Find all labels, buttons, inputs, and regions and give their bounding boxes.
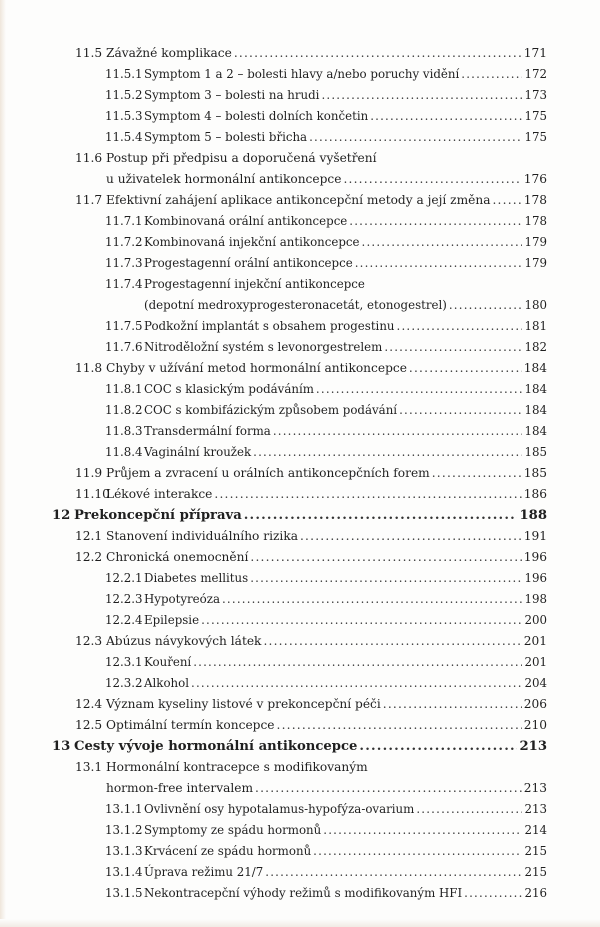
entry-page: 201 (524, 655, 547, 669)
entry-title: Nekontracepční výhody režimů s modifikovaným HFI (144, 886, 463, 900)
entry-number: 13.1.3 (105, 844, 143, 858)
dot-leader (300, 526, 522, 547)
toc-entry (0, 820, 600, 841)
entry-number: 11.7.2 (105, 235, 143, 249)
entry-number: 12.3.2 (105, 676, 143, 690)
entry-number: 11.7.4 (105, 277, 143, 291)
entry-number: 12.2 (75, 550, 103, 564)
entry-page: 213 (523, 781, 547, 795)
dot-leader (214, 484, 521, 505)
toc-chapter (0, 505, 600, 526)
entry-title: Efektivní zahájení aplikace antikoncepční metody a její změna (106, 193, 491, 207)
dot-leader (397, 316, 523, 337)
entry-page: 173 (524, 88, 547, 102)
dot-leader (273, 421, 523, 442)
dot-leader (384, 337, 522, 358)
entry-title: Abúzus návykových látek (106, 634, 262, 648)
dot-leader (265, 862, 522, 883)
dot-leader (201, 610, 522, 631)
dot-leader (349, 211, 522, 232)
entry-title: Progestagenní injekční antikoncepce (144, 277, 365, 291)
entry-number: 11.8.1 (105, 382, 143, 396)
toc-entry (0, 799, 600, 820)
entry-title: Kombinovaná injekční antikoncepce (144, 235, 360, 249)
entry-title: COC s klasickým podáváním (144, 382, 314, 396)
entry-title: Optimální termín koncepce (106, 718, 275, 732)
toc-entry (0, 253, 600, 274)
entry-title: Vaginální kroužek (144, 445, 252, 459)
entry-number: 11.7.6 (105, 340, 143, 354)
toc-entry (0, 883, 600, 904)
entry-number: 11.7.3 (105, 256, 143, 270)
dot-leader (244, 505, 518, 526)
entry-page: 181 (524, 319, 547, 333)
toc-entry (0, 106, 600, 127)
dot-leader (409, 358, 522, 379)
entry-title: Lékové interakce (106, 487, 213, 501)
entry-title: COC s kombifázickým způsobem podávání (144, 403, 398, 417)
toc-entry (0, 400, 600, 421)
chapter-title: Cesty vývoje hormonální antikoncepce (74, 739, 358, 754)
toc-entry (0, 568, 600, 589)
entry-number: 11.5.3 (105, 109, 143, 123)
toc-entry (0, 358, 600, 379)
entry-page: 185 (523, 466, 547, 480)
entry-page: 184 (523, 361, 547, 375)
dot-leader (370, 106, 522, 127)
entry-title: Průjem a zvracení u orálních antikoncepčních forem (106, 466, 430, 480)
toc-entry-continuation (0, 295, 600, 316)
entry-title: Krvácení ze spádu hormonů (144, 844, 312, 858)
entry-number: 13.1 (75, 760, 103, 774)
entry-number: 11.5.1 (105, 67, 143, 81)
toc-entry (0, 652, 600, 673)
entry-number: 11.8.2 (105, 403, 143, 417)
chapter-number: 12 (52, 508, 71, 523)
entry-title: Nitroděložní systém s levonorgestrelem (144, 340, 383, 354)
dot-leader (449, 295, 523, 316)
toc-entry (0, 547, 600, 568)
dot-leader (321, 85, 522, 106)
entry-number: 12.2.3 (105, 592, 143, 606)
entry-page: 215 (524, 844, 547, 858)
entry-title-continuation: u uživatelek hormonální antikoncepce (106, 172, 342, 186)
entry-title: Hormonální kontracepce s modifikovaným (106, 760, 368, 774)
toc-entry (0, 190, 600, 211)
entry-number: 12.2.1 (105, 571, 143, 585)
toc-entry (0, 484, 600, 505)
entry-number: 11.9 (75, 466, 103, 480)
toc-entry-first-line (0, 148, 600, 169)
entry-title: Kouření (144, 655, 192, 669)
entry-number: 11.7.1 (105, 214, 143, 228)
entry-page: 215 (524, 865, 547, 879)
dot-leader (399, 400, 522, 421)
entry-page: 176 (523, 172, 547, 186)
entry-page: 178 (524, 214, 547, 228)
dot-leader (263, 631, 521, 652)
toc-entry (0, 442, 600, 463)
entry-page: 182 (524, 340, 547, 354)
entry-title: Postup při předpisu a doporučená vyšetření (106, 151, 377, 165)
entry-page: 184 (524, 403, 547, 417)
entry-page: 184 (524, 424, 547, 438)
entry-title: Podkožní implantát s obsahem progestinu (144, 319, 395, 333)
entry-page: 206 (523, 697, 547, 711)
toc-entry (0, 127, 600, 148)
entry-title: Symptom 3 – bolesti na hrudi (144, 88, 320, 102)
entry-number: 11.8.3 (105, 424, 143, 438)
entry-number: 13.1.4 (105, 865, 143, 879)
entry-page: 216 (524, 886, 547, 900)
chapter-title: Prekoncepční příprava (74, 508, 242, 523)
entry-title: Progestagenní orální antikoncepce (144, 256, 353, 270)
toc-entry-first-line (0, 274, 600, 295)
entry-title: Úprava režimu 21/7 (144, 865, 264, 879)
entry-number: 13.1.5 (105, 886, 143, 900)
dot-leader (416, 799, 522, 820)
entry-title: Symptom 4 – bolesti dolních končetin (144, 109, 369, 123)
entry-title: Ovlivnění osy hypotalamus-hypofýza-ovarium (144, 802, 415, 816)
entry-title: Kombinovaná orální antikoncepce (144, 214, 348, 228)
dot-leader (383, 694, 522, 715)
entry-number: 12.5 (75, 718, 103, 732)
entry-title: Chyby v užívání metod hormonální antikoncepce (106, 361, 407, 375)
toc-entry (0, 232, 600, 253)
dot-leader (191, 673, 522, 694)
toc-entry-first-line (0, 757, 600, 778)
toc-entry (0, 337, 600, 358)
entry-number: 11.10 (75, 487, 110, 501)
toc-entry (0, 421, 600, 442)
entry-title: Hypotyreóza (144, 592, 220, 606)
dot-leader (492, 190, 521, 211)
dot-leader (316, 379, 523, 400)
entry-title: Epilepsie (144, 613, 200, 627)
entry-page: 175 (524, 130, 547, 144)
toc-entry (0, 379, 600, 400)
entry-page: 179 (524, 256, 547, 270)
entry-number: 12.3 (75, 634, 103, 648)
entry-title: Alkohol (144, 676, 190, 690)
entry-number: 11.8.4 (105, 445, 143, 459)
toc-entry (0, 631, 600, 652)
dot-leader (277, 715, 522, 736)
entry-number: 11.5.2 (105, 88, 143, 102)
entry-title: Diabetes mellitus (144, 571, 249, 585)
entry-number: 12.2.4 (105, 613, 143, 627)
dot-leader (250, 568, 522, 589)
toc-entry (0, 715, 600, 736)
dot-leader (323, 820, 522, 841)
toc-entry (0, 862, 600, 883)
entry-page: 191 (523, 529, 547, 543)
toc-entry (0, 85, 600, 106)
toc-entry (0, 694, 600, 715)
entry-title: Chronická onemocnění (106, 550, 249, 564)
dot-leader (193, 652, 522, 673)
toc-entry (0, 526, 600, 547)
entry-title: Význam kyseliny listové v prekoncepční péči (106, 697, 381, 711)
entry-page: 200 (524, 613, 547, 627)
entry-number: 11.5.4 (105, 130, 143, 144)
dot-leader (255, 778, 522, 799)
toc-entry-continuation (0, 169, 600, 190)
entry-title-continuation: hormon-free intervalem (106, 781, 254, 795)
entry-number: 11.6 (75, 151, 103, 165)
toc-entry-continuation (0, 778, 600, 799)
entry-number: 12.1 (75, 529, 103, 543)
entry-page: 214 (524, 823, 547, 837)
entry-page: 184 (524, 382, 547, 396)
entry-page: 175 (524, 109, 547, 123)
toc-entry (0, 64, 600, 85)
entry-page: 196 (524, 571, 547, 585)
toc-entry (0, 463, 600, 484)
entry-page: 178 (523, 193, 547, 207)
entry-number: 11.8 (75, 361, 103, 375)
entry-page: 186 (523, 487, 547, 501)
entry-number: 11.7 (75, 193, 103, 207)
entry-title: Transdermální forma (144, 424, 271, 438)
entry-number: 11.7.5 (105, 319, 143, 333)
entry-page: 204 (524, 676, 547, 690)
dot-leader (359, 736, 517, 757)
entry-title: Symptomy ze spádu hormonů (144, 823, 322, 837)
dot-leader (309, 127, 522, 148)
entry-number: 11.5 (75, 46, 103, 60)
dot-leader (355, 253, 523, 274)
toc-entry (0, 43, 600, 64)
chapter-page: 213 (519, 739, 547, 754)
dot-leader (250, 547, 521, 568)
dot-leader (461, 64, 522, 85)
dot-leader (313, 841, 522, 862)
entry-page: 180 (524, 298, 547, 312)
entry-page: 185 (524, 445, 547, 459)
dot-leader (343, 169, 521, 190)
dot-leader (234, 43, 522, 64)
entry-page: 210 (523, 718, 547, 732)
toc-entry (0, 610, 600, 631)
entry-page: 171 (523, 46, 547, 60)
entry-number: 13.1.1 (105, 802, 143, 816)
toc-chapter (0, 736, 600, 757)
toc-entry (0, 211, 600, 232)
dot-leader (222, 589, 522, 610)
dot-leader (253, 442, 522, 463)
entry-page: 196 (523, 550, 547, 564)
entry-title: Stanovení individuálního rizika (106, 529, 298, 543)
dot-leader (432, 463, 522, 484)
toc-entry (0, 841, 600, 862)
dot-leader (464, 883, 522, 904)
table-of-contents (0, 43, 600, 904)
entry-page: 213 (524, 802, 547, 816)
entry-page: 201 (523, 634, 547, 648)
entry-number: 13.1.2 (105, 823, 143, 837)
dot-leader (362, 232, 523, 253)
entry-page: 198 (524, 592, 547, 606)
entry-number: 12.3.1 (105, 655, 143, 669)
toc-entry (0, 673, 600, 694)
toc-entry (0, 589, 600, 610)
entry-title: Symptom 1 a 2 – bolesti hlavy a/nebo poruchy vidění (144, 67, 460, 81)
entry-number: 12.4 (75, 697, 103, 711)
toc-entry (0, 316, 600, 337)
chapter-number: 13 (52, 739, 71, 754)
entry-title-continuation: (depotní medroxyprogesteronacetát, etonogestrel) (144, 298, 447, 312)
entry-title: Závažné komplikace (106, 46, 232, 60)
entry-page: 179 (524, 235, 547, 249)
chapter-page: 188 (519, 508, 547, 523)
entry-page: 172 (524, 67, 547, 81)
entry-title: Symptom 5 – bolesti břicha (144, 130, 308, 144)
page-bottom-shadow (0, 919, 600, 927)
